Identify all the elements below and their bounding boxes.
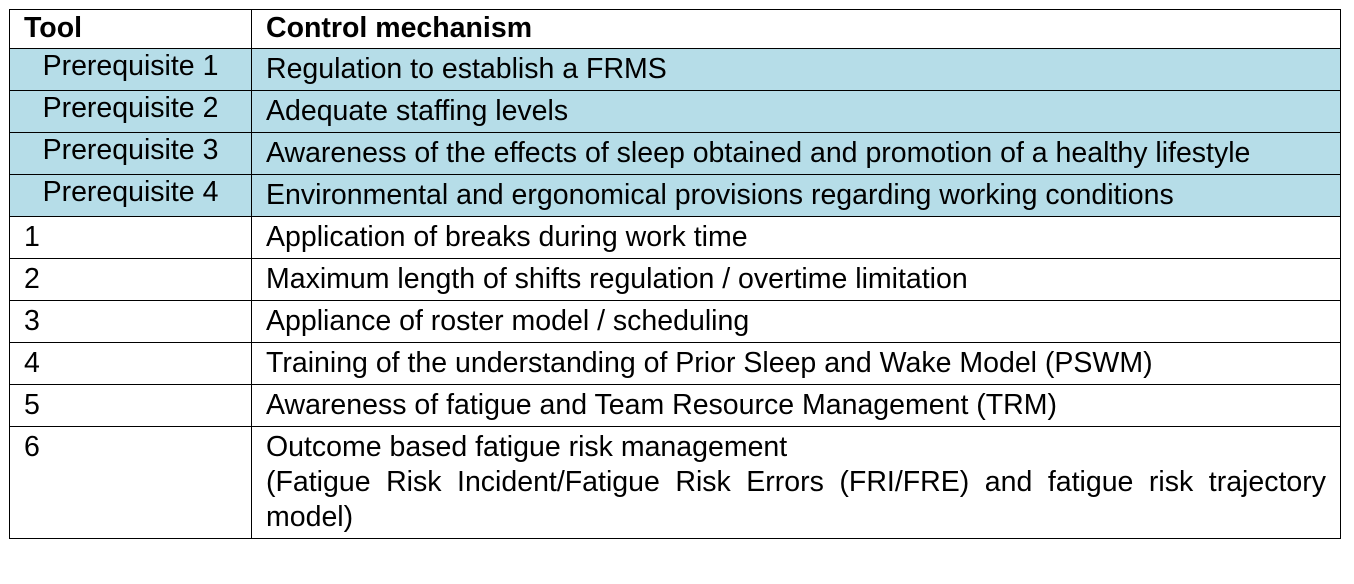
- control-cell: Awareness of fatigue and Team Resource Management (TRM): [252, 385, 1341, 427]
- control-cell: Regulation to establish a FRMS: [252, 49, 1341, 91]
- tool-cell: 1: [10, 217, 252, 259]
- table-row: [10, 385, 1341, 427]
- control-mechanism-table: [9, 9, 1341, 539]
- tool-cell: 6: [10, 427, 252, 539]
- table-row: [10, 217, 1341, 259]
- tool-cell: Prerequisite 4: [10, 175, 252, 217]
- tool-cell: 5: [10, 385, 252, 427]
- table-row: [10, 175, 1341, 217]
- table-header-row: [10, 10, 1341, 49]
- tool-cell: Prerequisite 3: [10, 133, 252, 175]
- control-detail-text: (Fatigue Risk Incident/Fatigue Risk Errors (FRI/FRE) and fatigue risk trajectory model): [266, 466, 1326, 533]
- tool-cell: 2: [10, 259, 252, 301]
- control-cell: Awareness of the effects of sleep obtained and promotion of a healthy lifestyle: [252, 133, 1341, 175]
- control-cell: Environmental and ergonomical provisions regarding working conditions: [252, 175, 1341, 217]
- control-cell: Training of the understanding of Prior Sleep and Wake Model (PSWM): [252, 343, 1341, 385]
- table-row: [10, 343, 1341, 385]
- table-row: [10, 427, 1341, 539]
- control-cell: Adequate staffing levels: [252, 91, 1341, 133]
- table-row: [10, 301, 1341, 343]
- header-tool: Tool: [10, 10, 252, 49]
- tool-cell: Prerequisite 2: [10, 91, 252, 133]
- control-text: Outcome based fatigue risk management: [266, 431, 788, 463]
- tool-cell: Prerequisite 1: [10, 49, 252, 91]
- tool-cell: 4: [10, 343, 252, 385]
- table-row: [10, 133, 1341, 175]
- table-row: [10, 49, 1341, 91]
- control-cell: [252, 427, 1341, 539]
- tool-cell: 3: [10, 301, 252, 343]
- table-row: [10, 91, 1341, 133]
- control-cell: Maximum length of shifts regulation / overtime limitation: [252, 259, 1341, 301]
- table-row: [10, 259, 1341, 301]
- control-cell: Appliance of roster model / scheduling: [252, 301, 1341, 343]
- header-control-mechanism: Control mechanism: [252, 10, 1341, 49]
- control-cell: Application of breaks during work time: [252, 217, 1341, 259]
